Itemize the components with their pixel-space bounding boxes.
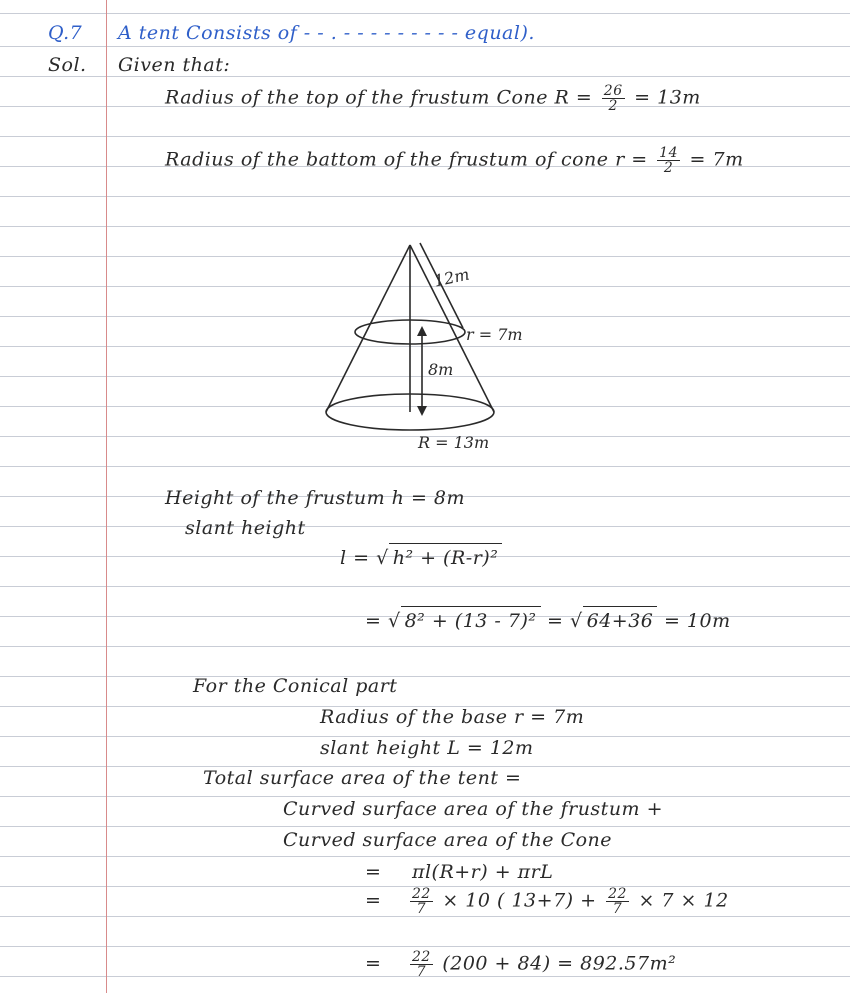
total-line-1: Total surface area of the tent = <box>203 767 522 789</box>
fraction-numerator: 22 <box>411 886 431 902</box>
big-radius-label: R = 13m <box>418 433 490 452</box>
step-2-middle: × 10 ( 13+7) + <box>442 889 597 912</box>
fraction-numerator: 26 <box>603 83 623 99</box>
cone-left-edge <box>326 245 410 412</box>
top-radius-line <box>165 84 701 113</box>
step-2-end: × 7 × 12 <box>638 889 729 912</box>
fraction-denominator: 7 <box>416 964 427 980</box>
step-2-fraction-1 <box>410 887 433 916</box>
equals-sign: = <box>365 952 382 975</box>
fraction-denominator: 7 <box>416 901 427 917</box>
step-3-result: (200 + 84) = 892.57m² <box>442 952 677 975</box>
question-number: Q.7 <box>48 22 83 44</box>
question-text: A tent Consists of - - . - - - - - - - - - equal). <box>118 22 535 44</box>
slant-heading: slant height <box>185 517 306 539</box>
equals-sign: = <box>365 610 382 632</box>
bottom-radius-line <box>165 146 744 175</box>
fraction-numerator: 22 <box>411 949 431 965</box>
top-radius-text: Radius of the top of the frustum Cone R = <box>165 86 593 109</box>
sqrt: √ h² + (R-r)² <box>376 543 502 570</box>
equals-sign: = <box>365 889 382 912</box>
equals-sign: = <box>365 861 382 883</box>
conical-radius: Radius of the base r = 7m <box>320 706 585 728</box>
slant-formula <box>340 543 502 570</box>
conical-slant: slant height L = 12m <box>320 737 534 759</box>
radicand: h² + (R-r)² <box>389 543 503 570</box>
bottom-radius-result: = 7m <box>689 148 744 171</box>
step-3-fraction <box>410 950 433 979</box>
arrow-up-icon <box>417 326 427 336</box>
fraction-denominator: 2 <box>608 98 618 114</box>
fraction-denominator: 7 <box>612 901 623 917</box>
sqrt: √ 8² + (13 - 7)² <box>388 606 541 633</box>
height-label: 8m <box>428 360 454 379</box>
slant-result: = 10m <box>663 610 731 632</box>
radicand: 8² + (13 - 7)² <box>401 606 541 633</box>
conical-heading: For the Conical part <box>193 675 398 697</box>
fraction-numerator: 14 <box>659 145 678 161</box>
height-line-text: Height of the frustum h = 8m <box>165 487 466 509</box>
fraction-numerator: 22 <box>608 886 627 902</box>
total-step-1 <box>365 860 553 884</box>
step-2-fraction-2 <box>606 887 629 916</box>
step-1-expression: πl(R+r) + πrL <box>411 861 554 883</box>
bottom-radius-text: Radius of the battom of the frustum of cone r = <box>165 148 648 171</box>
small-radius-label: r = 7m <box>466 325 523 344</box>
top-radius-result: = 13m <box>634 86 701 109</box>
total-step-3 <box>365 950 676 979</box>
total-step-2 <box>365 887 729 916</box>
total-line-2: Curved surface area of the frustum + <box>283 798 664 820</box>
arrow-down-icon <box>417 406 427 416</box>
radicand: 64+36 <box>583 606 658 633</box>
total-line-3: Curved surface area of the Cone <box>283 829 613 851</box>
given-label: Given that: <box>118 54 231 76</box>
margin-line <box>106 0 107 993</box>
bottom-radius-fraction <box>657 146 680 175</box>
top-radius-fraction <box>602 84 625 113</box>
sqrt: √ 64+36 <box>570 606 657 633</box>
solution-label: Sol. <box>48 54 87 76</box>
slant-label: 12m <box>432 264 472 291</box>
fraction-denominator: 2 <box>663 160 674 176</box>
slant-calculation <box>365 606 731 633</box>
slant-formula-lhs: l = <box>340 547 370 569</box>
equals-sign: = <box>547 610 564 632</box>
